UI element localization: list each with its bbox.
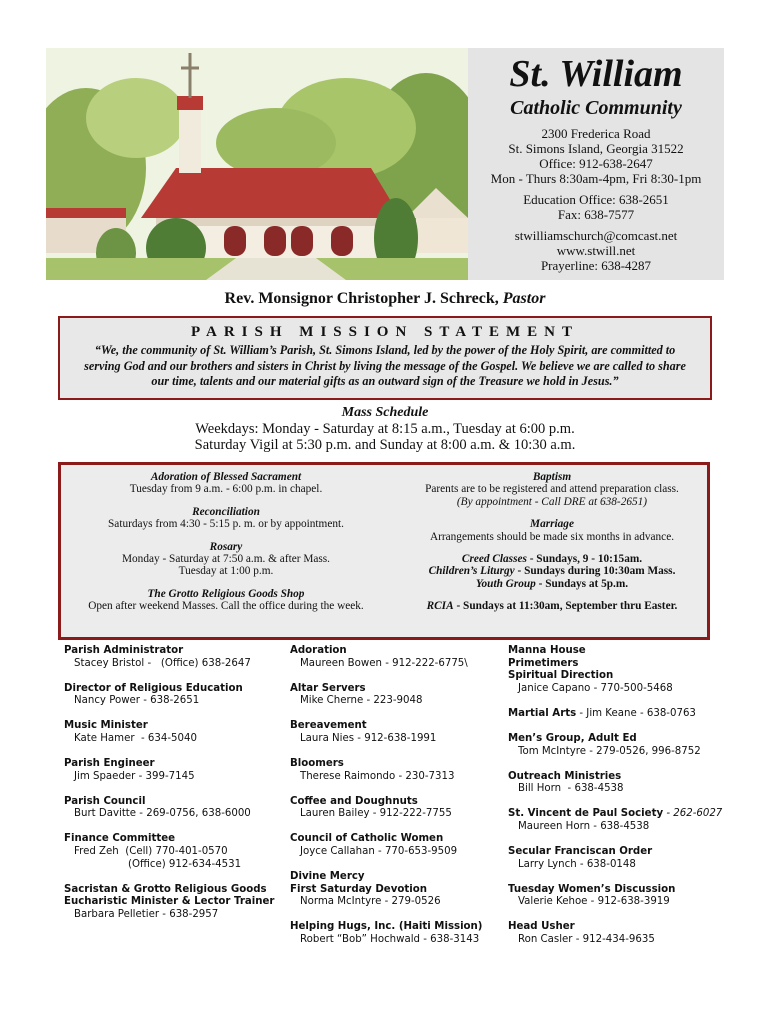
entry-detail: Nancy Power - 638-2651 [74,695,200,707]
mass-weekdays: Weekdays: Monday - Saturday at 8:15 a.m., Tuesday at 6:00 p.m. [195,421,575,437]
entry-title: Finance Committee [64,833,176,845]
entry-detail: Valerie Kehoe - 912-638-3919 [518,896,670,908]
directory-entry [290,921,500,946]
office-phone: Office: 912-638-2647 [539,156,653,171]
directory-entry [508,645,738,695]
sacraments-left-column [61,471,391,613]
parish-subtitle: Catholic Community [510,97,682,119]
church-illustration [46,48,468,280]
directory-entry [64,796,284,821]
mission-heading: PARISH MISSION STATEMENT [190,324,580,340]
entry-title: Martial Arts [508,707,577,719]
address-line-1: 2300 Frederica Road [541,126,651,141]
entry-detail: Laura Nies - 912-638-1991 [300,732,437,744]
creed-classes-line [399,553,705,565]
entry-detail: Janice Capano - 770-500-5468 [518,682,673,694]
rosary-text-2: Tuesday at 1:00 p.m. [178,565,274,578]
entry-title: Men’s Group, Adult Ed [508,732,637,744]
entry-title-2: Eucharistic Minister & Lector Trainer [64,896,275,908]
youth-group-label: Youth Group [475,577,536,590]
mass-weekend: Saturday Vigil at 5:30 p.m. and Sunday at 8:00 a.m. & 10:30 a.m. [194,437,576,453]
pastor-name: Rev. Monsignor Christopher J. Schreck, [224,290,499,307]
sacraments-box [58,462,710,640]
entry-detail: Barbara Pelletier - 638-2957 [74,908,219,920]
childrens-liturgy-text: - Sundays during 10:30am Mass. [514,565,676,578]
address-line-2: St. Simons Island, Georgia 31522 [508,141,684,156]
entry-title: Adoration [290,645,347,656]
entry-detail: Fred Zeh (Cell) 770-401-0570 [74,846,228,858]
directory-entry [508,771,738,796]
childrens-liturgy-line [399,565,705,577]
mass-schedule-title: Mass Schedule [341,405,429,420]
directory-entry [290,796,500,821]
baptism-title: Baptism [532,471,572,483]
entry-title-3: Spiritual Direction [508,670,614,682]
directory-entry [290,720,500,745]
rcia-text: - Sundays at 11:30am, September thru Easter. [453,600,678,613]
directory-entry [290,833,500,858]
entry-inline-detail: - Jim Keane - 638-0763 [576,707,696,719]
directory-column-1 [64,645,284,934]
directory-entry [64,645,284,670]
education-office-phone: Education Office: 638-2651 [523,192,669,207]
directory-entry [508,884,738,909]
church-drawing [46,48,468,280]
directory-entry [64,833,284,871]
entry-detail-2: (Office) 912-634-4531 [128,858,242,870]
reconciliation-text: Saturdays from 4:30 - 5:15 p. m. or by appointment. [108,518,344,531]
entry-title: Music Minister [64,720,148,732]
entry-title: Divine Mercy [290,871,365,883]
entry-title: Manna House [508,645,586,656]
entry-title: Director of Religious Education [64,682,243,694]
entry-detail: Therese Raimondo - 230-7313 [300,770,455,782]
entry-title-2: First Saturday Devotion [290,883,427,895]
entry-title: Parish Engineer [64,758,155,770]
youth-group-text: - Sundays at 5p.m. [535,577,629,590]
mass-schedule [0,405,770,453]
rosary-title: Rosary [209,540,243,553]
entry-detail: Burt Davitte - 269-0756, 638-6000 [74,808,251,820]
entry-inline-phone: - 262-6027 [663,808,723,820]
entry-title: Tuesday Women’s Discussion [508,883,676,895]
rosary-text-1: Monday - Saturday at 7:50 a.m. & after Mass. [121,553,330,566]
entry-detail: Maureen Horn - 638-4538 [518,820,650,832]
baptism-text-1: Parents are to be registered and attend preparation class. [425,483,679,496]
directory-column-2 [290,645,500,959]
rcia-label: RCIA [426,600,454,613]
adoration-title: Adoration of Blessed Sacrament [150,471,302,483]
childrens-liturgy-label: Children’s Liturgy [428,565,515,578]
directory-column-3 [508,645,738,959]
entry-detail: Larry Lynch - 638-0148 [518,858,636,870]
email-link[interactable]: stwilliamschurch@comcast.net [514,228,678,243]
directory-entry [508,708,738,721]
entry-detail: Mike Cherne - 223-9048 [300,695,423,707]
directory-entry [508,733,738,758]
parish-title: St. William [509,53,683,95]
directory-entry [290,645,500,670]
pastor-line [0,290,770,308]
entry-detail: Jim Spaeder - 399-7145 [74,770,195,782]
entry-title: Parish Administrator [64,645,184,656]
entry-title: Bereavement [290,720,367,732]
rcia-line [399,600,705,612]
entry-title: Coffee and Doughnuts [290,795,418,807]
marriage-text: Arrangements should be made six months in advance. [429,530,675,543]
directory-entry [290,758,500,783]
pastor-role: Pastor [502,290,546,307]
directory-entry [64,884,284,922]
entry-title: Outreach Ministries [508,770,622,782]
entry-title: Sacristan & Grotto Religious Goods [64,883,267,895]
mission-statement-box [58,316,712,400]
youth-group-line [399,578,705,590]
directory-entry [64,758,284,783]
mission-text: “We, the community of St. William’s Parish, St. Simons Island, led by the power of the Holy Spirit, are committed to serving God and our brothers and sisters in Christ by living the message of the Gospel. We believe we are called to share our time, talents and our material gifts as an outward sign of the Treasure we hold in Jesus.” [84,343,686,388]
website-link[interactable]: www.stwill.net [556,243,636,258]
entry-title: St. Vincent de Paul Society [508,808,664,820]
reconciliation-title: Reconciliation [192,505,260,518]
entry-title: Parish Council [64,795,146,807]
entry-detail: Norma McIntyre - 279-0526 [300,896,441,908]
entry-detail: Tom McIntyre - 279-0526, 996-8752 [518,745,701,757]
prayerline-phone: Prayerline: 638-4287 [540,258,652,273]
entry-detail: Robert “Bob” Hochwald - 638-3143 [300,934,480,945]
entry-title: Altar Servers [290,682,366,694]
entry-title: Head Usher [508,921,575,933]
entry-title: Bloomers [290,758,344,770]
fax-number: Fax: 638-7577 [557,207,635,222]
creed-classes-label: Creed Classes [461,553,527,566]
directory-entry [290,871,500,909]
entry-title-2: Primetimers [508,657,579,669]
directory-entry [64,683,284,708]
office-hours: Mon - Thurs 8:30am-4pm, Fri 8:30-1pm [490,171,702,186]
adoration-text: Tuesday from 9 a.m. - 6:00 p.m. in chapel. [129,483,323,496]
directory-entry [64,720,284,745]
entry-detail: Ron Casler - 912-434-9635 [518,934,655,945]
entry-title: Secular Franciscan Order [508,846,653,858]
entry-detail: Joyce Callahan - 770-653-9509 [300,846,458,858]
contact-info-box [468,48,724,280]
entry-detail: Bill Horn - 638-4538 [518,783,624,795]
marriage-title: Marriage [530,518,574,531]
directory-entry [508,921,738,946]
entry-title: Council of Catholic Women [290,833,444,845]
creed-classes-text: - Sundays, 9 - 10:15am. [526,553,643,566]
entry-detail: Stacey Bristol - (Office) 638-2647 [74,657,251,669]
sacraments-right-column [399,471,705,613]
entry-detail: Kate Hamer - 634-5040 [74,732,197,744]
entry-detail: Maureen Bowen - 912-222-6775\ [300,657,468,669]
grotto-text: Open after weekend Masses. Call the office during the week. [88,600,364,613]
grotto-title: The Grotto Religious Goods Shop [147,587,305,600]
directory-entry [508,846,738,871]
directory-entry [290,683,500,708]
entry-detail: Lauren Bailey - 912-222-7755 [300,808,452,820]
directory-entry [508,808,738,833]
baptism-text-2: (By appointment - Call DRE at 638-2651) [456,495,648,508]
entry-title: Helping Hugs, Inc. (Haiti Mission) [290,921,483,933]
